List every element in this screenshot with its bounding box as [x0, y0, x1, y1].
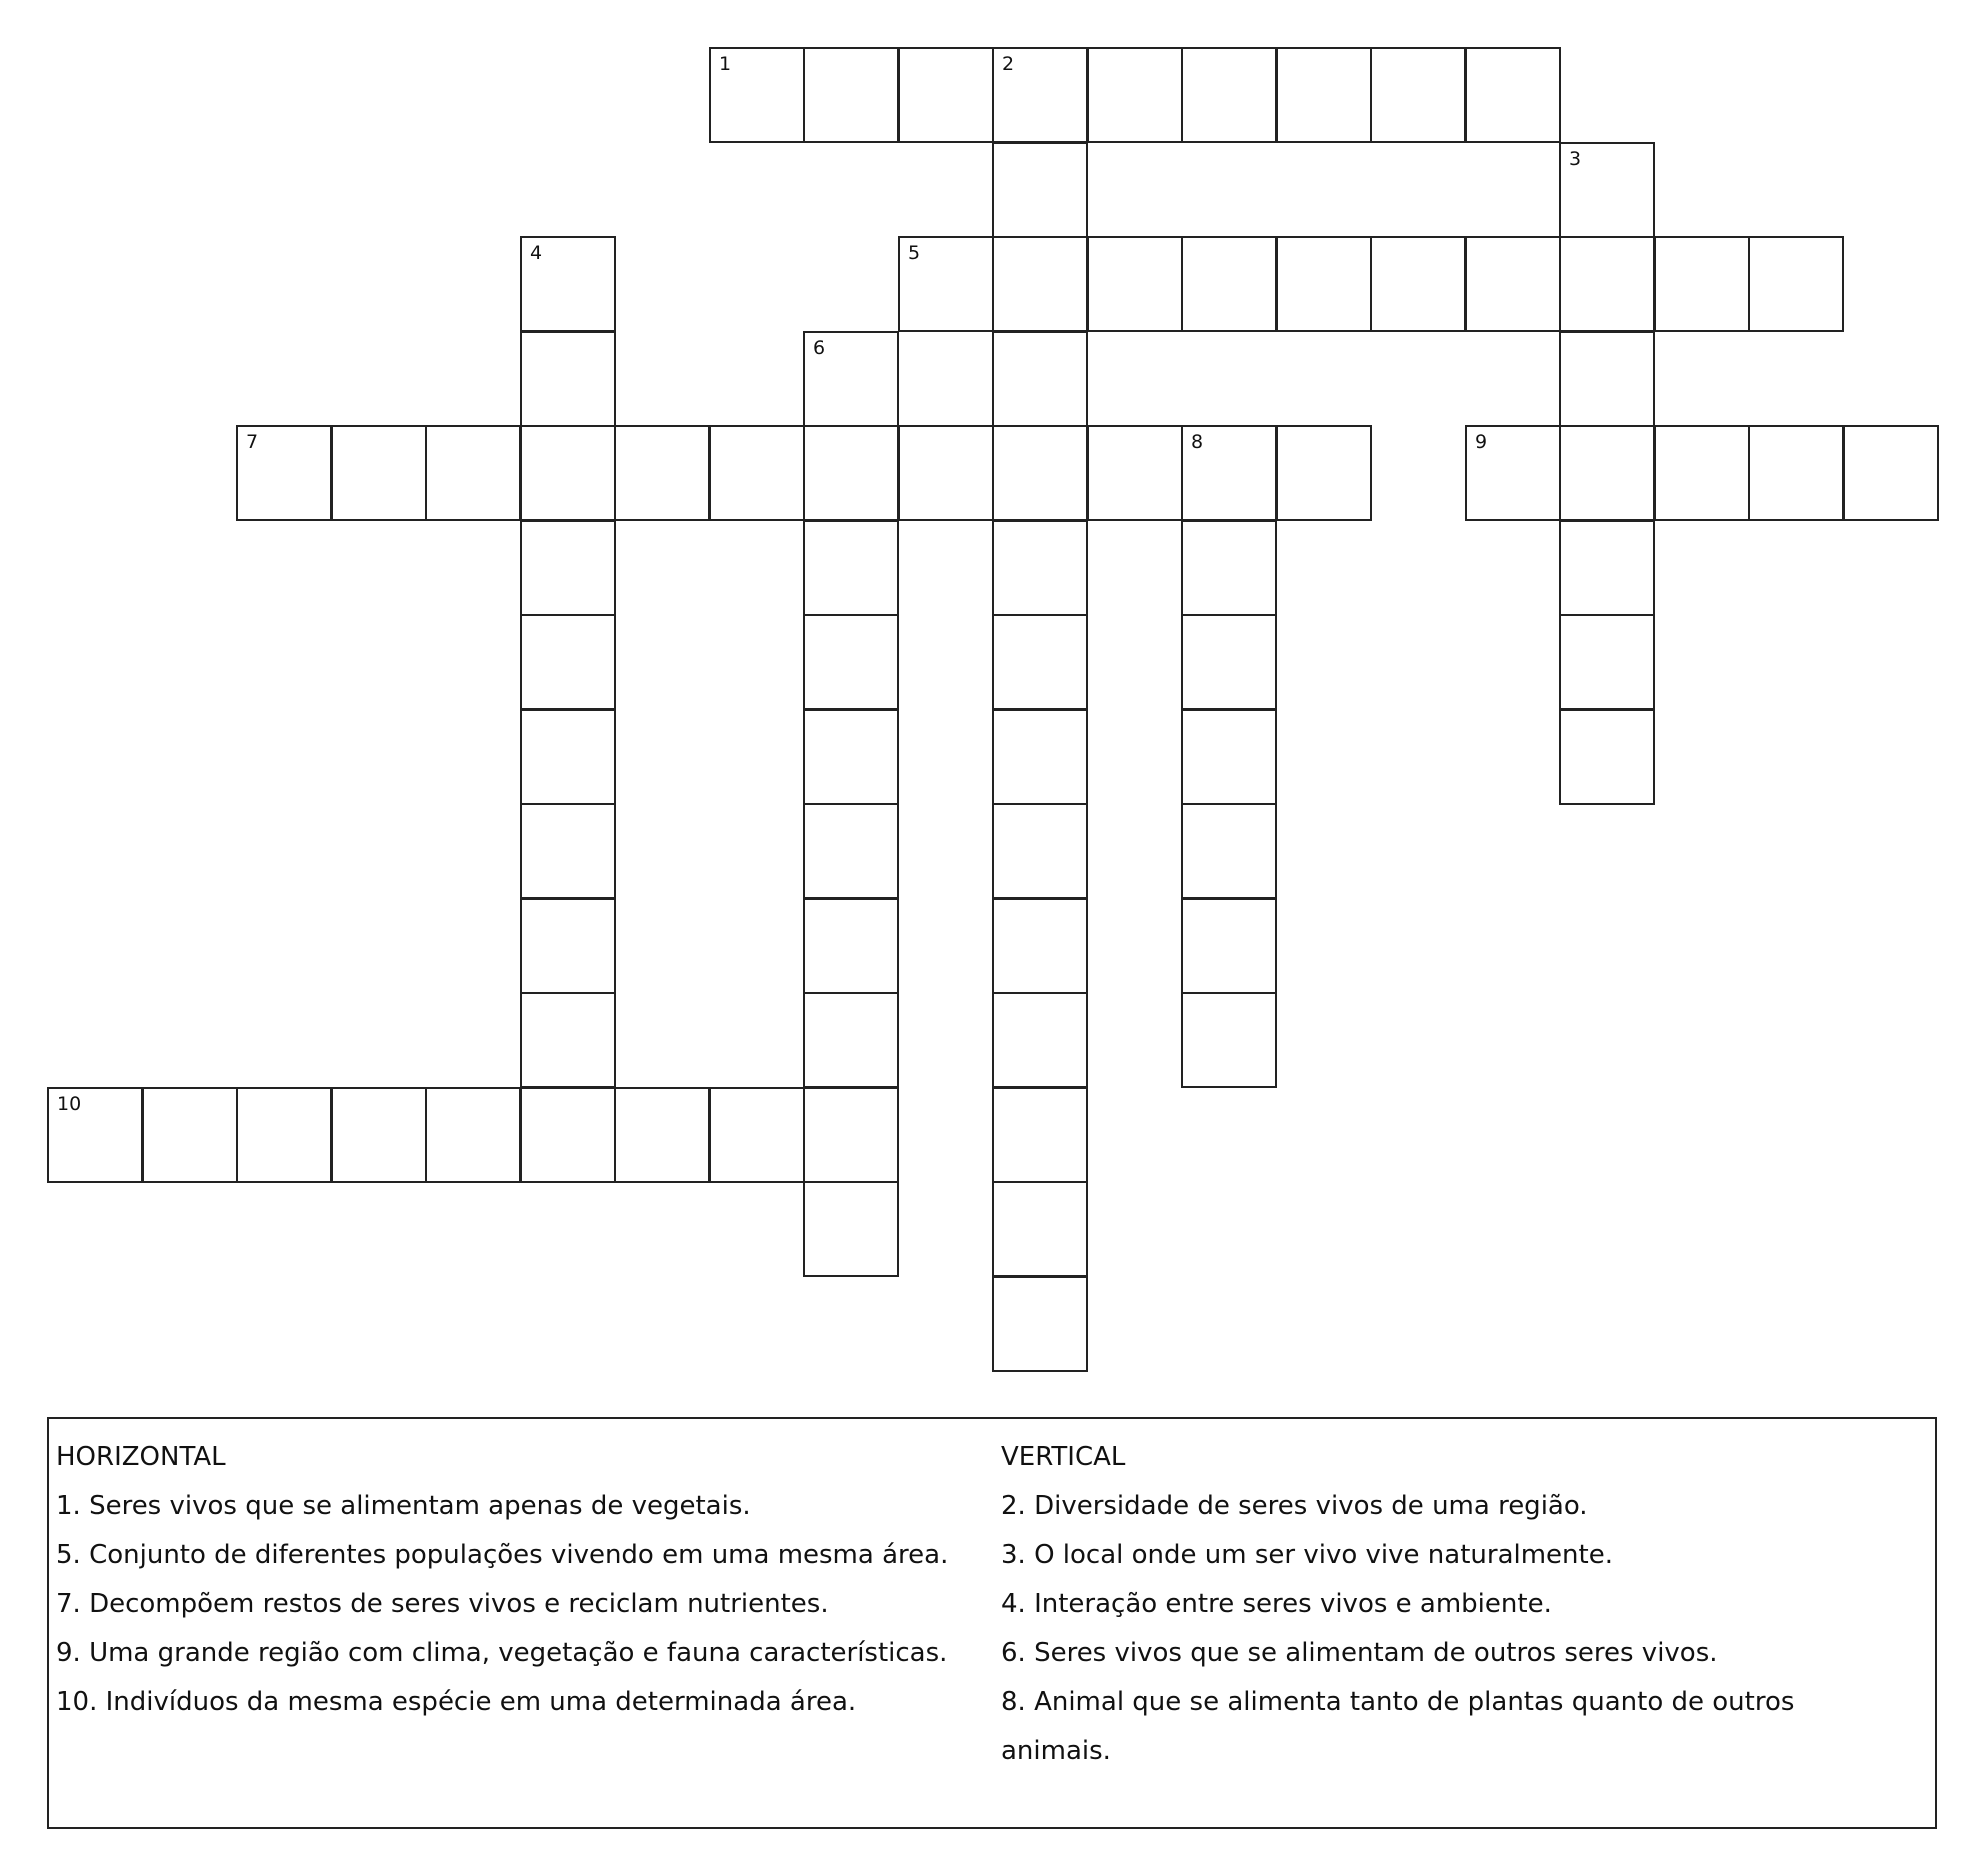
clue-across-10: 10. Indivíduos da mesma espécie em uma determinada área.	[56, 1687, 857, 1717]
grid-cell[interactable]	[236, 1087, 332, 1183]
grid-cell[interactable]	[520, 709, 616, 805]
grid-cell[interactable]	[1087, 236, 1183, 332]
grid-cell[interactable]	[1559, 236, 1655, 332]
grid-cell[interactable]	[803, 992, 899, 1088]
grid-cell[interactable]	[992, 1276, 1088, 1372]
horizontal-heading: HORIZONTAL	[56, 1442, 226, 1472]
clue-number: 5	[908, 242, 921, 264]
grid-cell[interactable]	[520, 236, 616, 332]
grid-cell[interactable]	[1276, 236, 1372, 332]
grid-cell[interactable]	[520, 425, 616, 521]
grid-cell[interactable]	[1181, 425, 1277, 521]
clues-box	[47, 1417, 1937, 1829]
vertical-heading: VERTICAL	[1001, 1442, 1126, 1472]
grid-cell[interactable]	[1559, 520, 1655, 616]
grid-cell[interactable]	[425, 425, 521, 521]
grid-cell[interactable]	[520, 614, 616, 710]
grid-cell[interactable]	[803, 803, 899, 899]
grid-cell[interactable]	[803, 331, 899, 427]
grid-cell[interactable]	[520, 520, 616, 616]
grid-cell[interactable]	[520, 898, 616, 994]
grid-cell[interactable]	[1181, 614, 1277, 710]
clue-down-3: 3. O local onde um ser vivo vive naturalmente.	[1001, 1540, 1613, 1570]
clue-down-4: 4. Interação entre seres vivos e ambiente.	[1001, 1589, 1552, 1619]
grid-cell[interactable]	[1181, 898, 1277, 994]
clue-down-8: 8. Animal que se alimenta tanto de plantas quanto de outros animais.	[1001, 1687, 1795, 1766]
grid-cell[interactable]	[992, 1087, 1088, 1183]
clue-number: 8	[1191, 431, 1204, 453]
clue-across-7: 7. Decompõem restos de seres vivos e reciclam nutrientes.	[56, 1589, 829, 1619]
grid-cell[interactable]	[992, 992, 1088, 1088]
grid-cell[interactable]	[614, 425, 710, 521]
grid-cell[interactable]	[1654, 425, 1750, 521]
grid-cell[interactable]	[425, 1087, 521, 1183]
grid-cell[interactable]	[992, 425, 1088, 521]
grid-cell[interactable]	[236, 425, 332, 521]
grid-cell[interactable]	[898, 236, 994, 332]
grid-cell[interactable]	[803, 709, 899, 805]
clue-number: 9	[1475, 431, 1488, 453]
grid-cell[interactable]	[1087, 47, 1183, 143]
clue-across-9: 9. Uma grande região com clima, vegetação e fauna características.	[56, 1638, 948, 1668]
grid-cell[interactable]	[992, 520, 1088, 616]
clue-number: 3	[1569, 148, 1582, 170]
grid-cell[interactable]	[1276, 425, 1372, 521]
grid-cell[interactable]	[1181, 992, 1277, 1088]
clue-down-2: 2. Diversidade de seres vivos de uma região.	[1001, 1491, 1588, 1521]
clue-across-1: 1. Seres vivos que se alimentam apenas de vegetais.	[56, 1491, 751, 1521]
grid-cell[interactable]	[1370, 47, 1466, 143]
grid-cell[interactable]	[142, 1087, 238, 1183]
grid-cell[interactable]	[803, 614, 899, 710]
clue-number: 6	[813, 337, 826, 359]
grid-cell[interactable]	[1559, 331, 1655, 427]
horizontal-clues	[56, 1433, 986, 1727]
clue-number: 1	[719, 53, 732, 75]
grid-cell[interactable]	[803, 1087, 899, 1183]
grid-cell[interactable]	[992, 709, 1088, 805]
grid-cell[interactable]	[992, 898, 1088, 994]
clue-number: 4	[530, 242, 543, 264]
grid-cell[interactable]	[1748, 425, 1844, 521]
grid-cell[interactable]	[992, 614, 1088, 710]
grid-cell[interactable]	[803, 898, 899, 994]
grid-cell[interactable]	[520, 992, 616, 1088]
grid-cell[interactable]	[992, 47, 1088, 143]
grid-cell[interactable]	[709, 1087, 805, 1183]
grid-cell[interactable]	[520, 1087, 616, 1183]
clue-across-5: 5. Conjunto de diferentes populações vivendo em uma mesma área.	[56, 1540, 949, 1570]
grid-cell[interactable]	[803, 47, 899, 143]
vertical-clues	[1001, 1433, 1901, 1776]
grid-cell[interactable]	[803, 425, 899, 521]
grid-cell[interactable]	[520, 331, 616, 427]
grid-cell[interactable]	[1181, 236, 1277, 332]
clue-number: 10	[57, 1093, 82, 1115]
clue-down-6: 6. Seres vivos que se alimentam de outros seres vivos.	[1001, 1638, 1718, 1668]
grid-cell[interactable]	[331, 425, 427, 521]
grid-cell[interactable]	[1181, 709, 1277, 805]
grid-cell[interactable]	[1181, 520, 1277, 616]
grid-cell[interactable]	[992, 331, 1088, 427]
grid-cell[interactable]	[1087, 425, 1183, 521]
grid-cell[interactable]	[709, 425, 805, 521]
grid-cell[interactable]	[1181, 47, 1277, 143]
grid-cell[interactable]	[709, 47, 805, 143]
grid-cell[interactable]	[1370, 236, 1466, 332]
grid-cell[interactable]	[992, 803, 1088, 899]
clue-number: 2	[1002, 53, 1015, 75]
grid-cell[interactable]	[1559, 425, 1655, 521]
grid-cell[interactable]	[614, 1087, 710, 1183]
grid-cell[interactable]	[1276, 47, 1372, 143]
grid-cell[interactable]	[992, 1181, 1088, 1277]
grid-cell[interactable]	[1465, 47, 1561, 143]
grid-cell[interactable]	[1465, 236, 1561, 332]
clue-number: 7	[246, 431, 259, 453]
grid-cell[interactable]	[898, 47, 994, 143]
grid-cell[interactable]	[1748, 236, 1844, 332]
grid-cell[interactable]	[1559, 709, 1655, 805]
grid-cell[interactable]	[898, 425, 994, 521]
grid-cell[interactable]	[803, 1181, 899, 1277]
grid-cell[interactable]	[1843, 425, 1939, 521]
grid-cell[interactable]	[992, 142, 1088, 238]
grid-cell[interactable]	[992, 236, 1088, 332]
grid-cell[interactable]	[520, 803, 616, 899]
grid-cell[interactable]	[803, 520, 899, 616]
grid-cell[interactable]	[331, 1087, 427, 1183]
grid-cell[interactable]	[1465, 425, 1561, 521]
grid-cell[interactable]	[47, 1087, 143, 1183]
grid-cell[interactable]	[1559, 614, 1655, 710]
grid-cell[interactable]	[1181, 803, 1277, 899]
grid-cell[interactable]	[1559, 142, 1655, 238]
grid-cell[interactable]	[1654, 236, 1750, 332]
